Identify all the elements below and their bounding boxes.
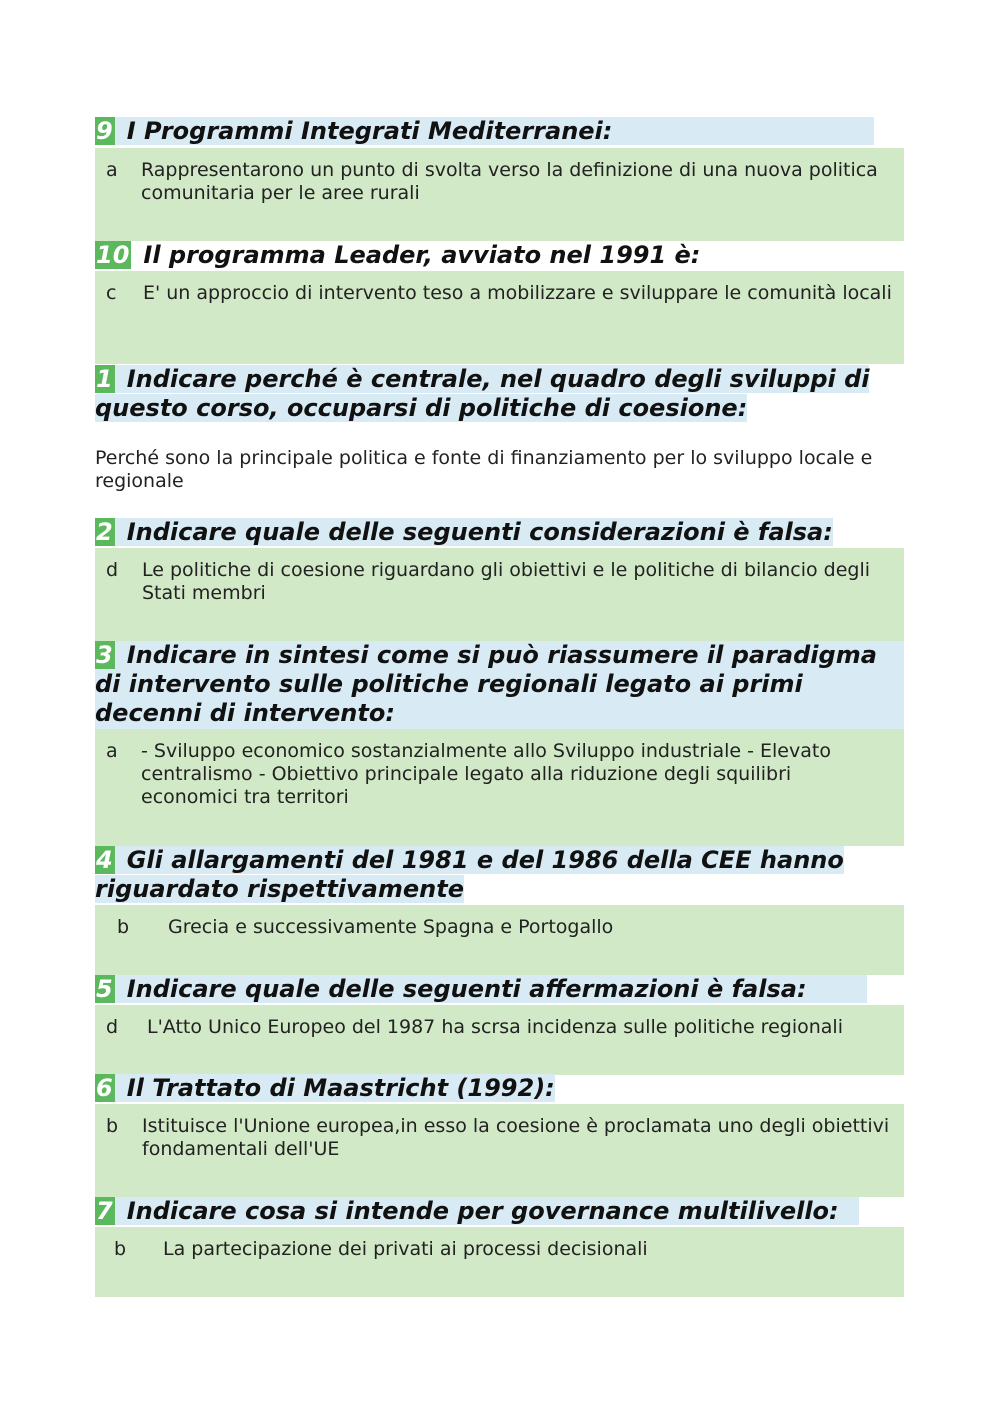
- answer-letter: d: [106, 559, 119, 581]
- answer-box: [95, 1104, 904, 1197]
- question-heading: [95, 1197, 904, 1226]
- answer-text: - Sviluppo economico sostanzialmente allo Sviluppo industriale - Elevato centralismo - Obiettivo principale legato alla riduzione degli squilibri economici tra territori: [141, 740, 831, 808]
- answer-letter: b: [117, 916, 130, 938]
- answer-letter: d: [106, 1016, 119, 1038]
- question-text: I Programmi Integrati Mediterranei:: [126, 117, 613, 145]
- answer-text: Grecia e successivamente Spagna e Portogallo: [168, 916, 614, 938]
- answer-box: [95, 729, 904, 846]
- question-heading: [95, 117, 904, 146]
- answer-letter: c: [106, 282, 117, 304]
- question-number: 3: [96, 641, 113, 669]
- answer-letter: a: [106, 740, 118, 762]
- question-heading: [95, 846, 904, 904]
- question-heading: [95, 241, 904, 270]
- question-text: Indicare quale delle seguenti affermazioni è falsa:: [126, 975, 807, 1003]
- answer-box: [95, 1005, 904, 1075]
- question-heading: [95, 1074, 904, 1103]
- question-text: Indicare cosa si intende per governance multilivello:: [126, 1197, 839, 1225]
- question-text: Il programma Leader, avviato nel 1991 è:: [143, 241, 701, 269]
- answer-box: [95, 905, 904, 975]
- question-number: 5: [96, 975, 113, 1003]
- question-number: 4: [96, 846, 113, 874]
- answer-text: La partecipazione dei privati ai processi decisionali: [163, 1238, 648, 1260]
- question-text: Indicare in sintesi come si può riassumere il paradigma di intervento sulle politiche regionali legato ai primi decenni di intervento:: [95, 641, 877, 727]
- question-number: 1: [96, 365, 113, 393]
- question-heading: [95, 975, 904, 1004]
- answer-text: Le politiche di coesione riguardano gli obiettivi e le politiche di bilancio degli Stati membri: [142, 559, 871, 604]
- answer-text: Istituisce l'Unione europea,in esso la coesione è proclamata uno degli obiettivi fondamentali dell'UE: [142, 1115, 890, 1160]
- answer-box: [95, 1227, 904, 1297]
- answer-box: [95, 271, 904, 364]
- question-number: 10: [96, 241, 130, 269]
- question-number: 7: [96, 1197, 113, 1225]
- question-number: 6: [96, 1074, 113, 1102]
- question-text: Indicare quale delle seguenti considerazioni è falsa:: [126, 518, 833, 546]
- question-heading: [95, 365, 904, 423]
- answer-box: [95, 148, 904, 241]
- question-text: Il Trattato di Maastricht (1992):: [126, 1074, 555, 1102]
- answer-text: Rappresentarono un punto di svolta verso la definizione di una nuova politica comunitaria per le aree rurali: [141, 159, 878, 204]
- answer-text: L'Atto Unico Europeo del 1987 ha scrsa incidenza sulle politiche regionali: [147, 1016, 843, 1038]
- question-text: Gli allargamenti del 1981 e del 1986 della CEE hanno riguardato rispettivamente: [95, 846, 844, 903]
- question-number: 9: [96, 117, 113, 145]
- answer-letter: a: [106, 159, 118, 181]
- answer-text: Perché sono la principale politica e fonte di finanziamento per lo sviluppo locale e regionale: [95, 447, 873, 492]
- question-number: 2: [96, 518, 113, 546]
- question-text: Indicare perché è centrale, nel quadro degli sviluppi di questo corso, occuparsi di politiche di coesione:: [95, 365, 870, 422]
- question-heading: [95, 518, 904, 547]
- answer-box: [95, 548, 904, 641]
- question-heading: [95, 641, 904, 729]
- answer-letter: b: [114, 1238, 127, 1260]
- answer-letter: b: [106, 1115, 119, 1137]
- answer-text: E' un approccio di intervento teso a mobilizzare e sviluppare le comunità locali: [143, 282, 892, 304]
